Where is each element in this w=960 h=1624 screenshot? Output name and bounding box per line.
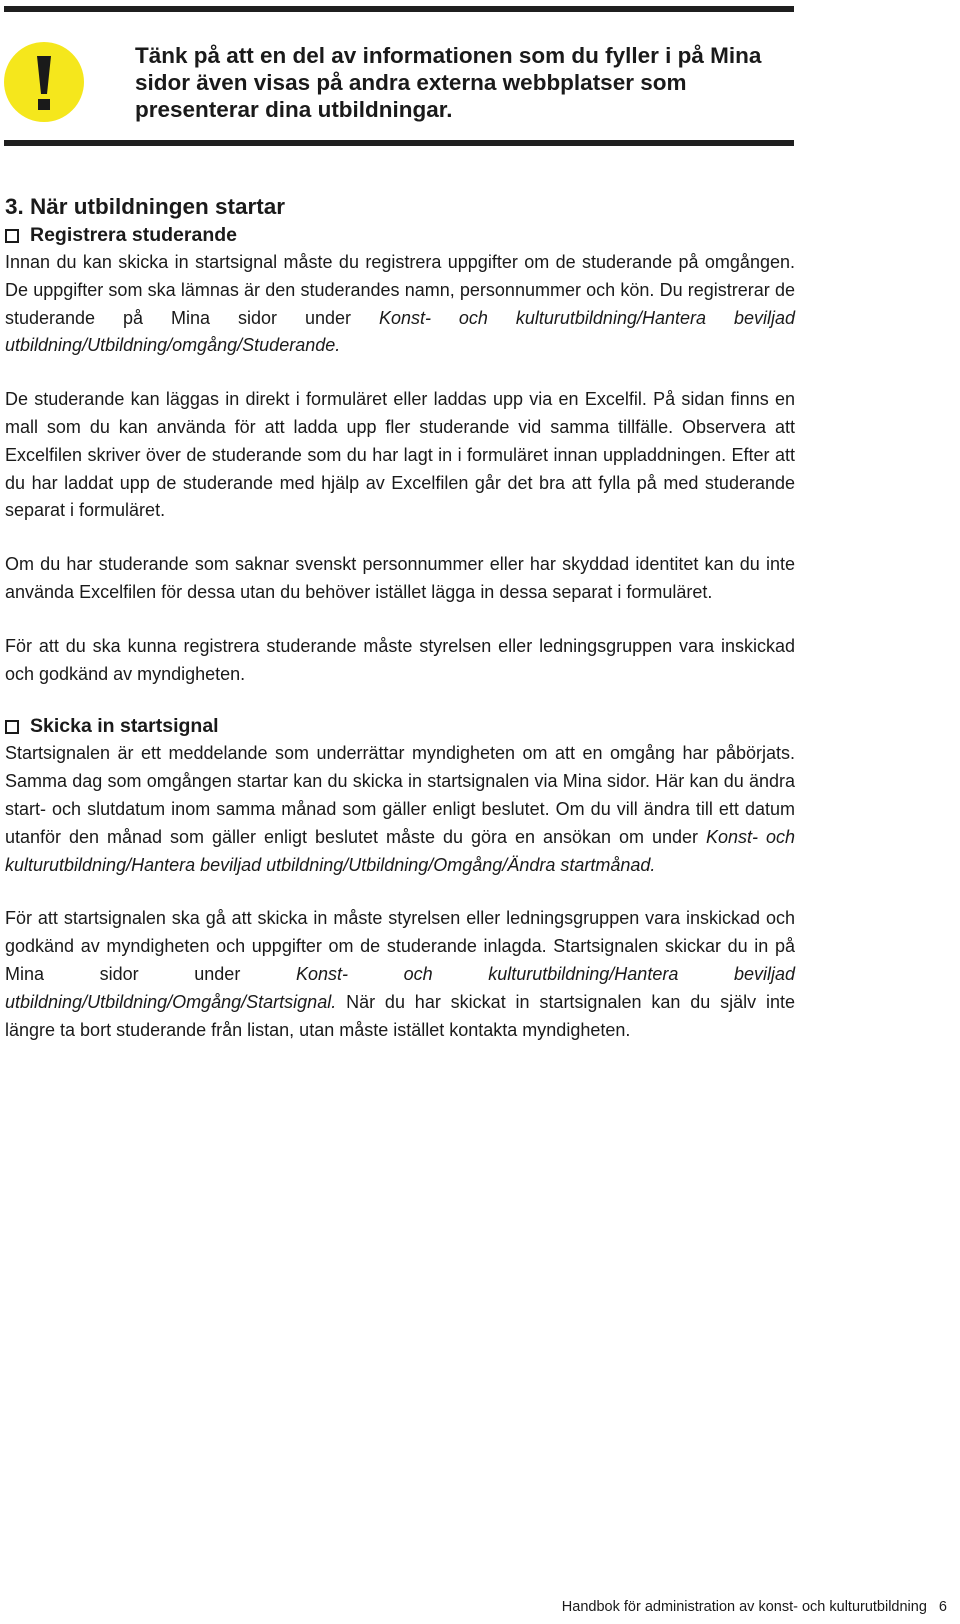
section-title: 3. När utbildningen startar (5, 194, 286, 219)
paragraph-no-personnummer: Om du har studerande som saknar svenskt personnummer eller har skyddad identitet kan du inte använda Excelfilen för dessa utan du behöver istället lägga in dessa separat i formuläret. (5, 554, 795, 602)
checkbox-icon (5, 229, 19, 243)
subheading-skicka-in-startsignal (5, 713, 795, 740)
menu-path: Konst- och kulturutbildning/Hantera beviljad utbildning/Utbildning/Omgång/Startsignal. (5, 963, 796, 1012)
main-content (5, 192, 795, 1044)
paragraph-startsignal-intro (5, 740, 795, 879)
paragraph-register-intro (5, 249, 795, 360)
paragraph-startsignal-send (5, 905, 795, 1044)
subheading-label: Registrera studerande (30, 224, 237, 246)
subheading-registrera-studerande (5, 222, 795, 249)
menu-path: Konst- och kulturutbildning/Hantera beviljad utbildning/Utbildning/Omgång/Ändra startmånad. (5, 826, 795, 875)
paragraph-excel: De studerande kan läggas in direkt i formuläret eller laddas upp via en Excelfil. På sidan finns en mall som du kan använda för att ladda upp fler studerande vid samma tillfälle. Observera att Excelfilen skriver över de studerande som du har lagt in i formuläret innan uppladdningen. Efter att du har laddat upp de studerande med hjälp av Excelfilen går det bra att fylla på med studerande separat i formuläret. (5, 389, 795, 521)
checkbox-icon (5, 720, 19, 734)
paragraph-requirement: För att du ska kunna registrera studerande måste styrelsen eller ledningsgruppen vara inskickad och godkänd av myndigheten. (5, 635, 795, 684)
page-footer (562, 1598, 947, 1616)
paragraph-text: Innan du kan skicka in startsignal måste du registrera uppgifter om de studerande på omgången. De uppgifter som ska lämnas är den studerandes namn, personnummer och kön. Du registrerar de studerande på Mina sidor under (5, 252, 795, 328)
paragraph-text: När du har skickat in startsignalen kan du själv inte längre ta bort studerande från listan, utan måste istället kontakta myndigheten. (5, 991, 795, 1040)
footer-title: Handbok för administration av konst- och kulturutbildning (561, 1599, 927, 1615)
exclamation-warning-icon (4, 42, 84, 122)
menu-path: Konst- och kulturutbildning/Hantera beviljad utbildning/Utbildning/omgång/Studerande. (5, 307, 795, 356)
notice-text: Tänk på att en del av informationen som du fyller i på Mina sidor även visas på andra externa webbplatser som presenterar dina utbildningar. (135, 43, 762, 122)
paragraph-text: Startsignalen är ett meddelande som underrättar myndigheten om att en omgång har påbörjats. Samma dag som omgången startar kan du skicka in startsignalen via Mina sidor. Här kan du ändra start- och slutdatum inom samma månad som gäller enligt beslutet. Om du vill ändra till ett datum utanför den månad som gäller enligt beslutet måste du göra en ansökan om under (5, 743, 795, 847)
notice-box (4, 6, 794, 146)
subheading-label: Skicka in startsignal (30, 715, 219, 738)
paragraph-text: För att startsignalen ska gå att skicka in måste styrelsen eller ledningsgruppen vara inskickad och godkänd av myndigheten och uppgifter om de studerande inlagda. Startsignalen skickar du in på Mina sidor under (5, 908, 795, 984)
page-number: 6 (938, 1599, 947, 1615)
